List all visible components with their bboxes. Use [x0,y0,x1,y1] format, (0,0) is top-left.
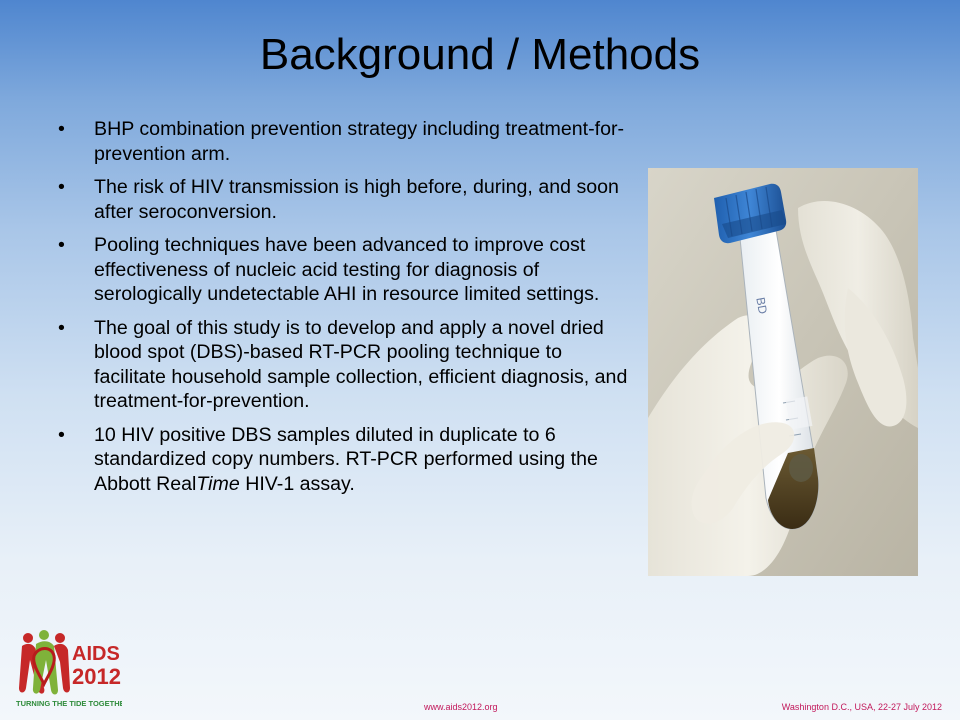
bullet-marker: • [58,234,65,256]
svg-text:BD: BD [753,296,770,316]
bullet-text: The goal of this study is to develop and apply a novel dried blood spot (DBS)-based RT-PCR pooling technique to facilitate household sample collection, efficient diagnosis, and treatment-for-prevention. [94,316,628,412]
test-tube-photo [648,168,918,576]
bullet-text: Pooling techniques have been advanced to improve cost effectiveness of nucleic acid testing for diagnosis of serologically undetectable AHI in resource limited settings. [94,234,600,305]
bullet-item [58,423,638,497]
logo-tagline: TURNING THE TIDE TOGETHER [16,699,122,708]
bullet-marker: • [58,118,65,140]
bullet-item [58,117,638,166]
footer-url: www.aids2012.org [424,702,498,712]
bullet-item [58,233,638,307]
bullet-marker: • [58,316,65,339]
bullet-item [58,175,638,224]
bullet-list [58,117,638,505]
bullet-marker: • [58,176,65,198]
bullet-text-italic: Time [196,472,240,495]
aids-2012-logo [14,628,122,712]
bullet-text [94,424,598,495]
bullet-item [58,316,638,414]
bullet-text-part: HIV-1 assay. [239,472,355,495]
gloved-hand-holding-test-tube-icon [648,168,918,576]
bullet-text: The risk of HIV transmission is high before, during, and soon after seroconversion. [94,176,619,223]
bullet-text-part: 10 HIV positive DBS samples diluted in duplicate to 6 standardized copy numbers. RT-PCR performed using the Abbott Real [94,423,598,495]
bullet-text: BHP combination prevention strategy including treatment-for-prevention arm. [94,118,625,165]
logo-line1: AIDS [72,643,120,665]
logo-line2: 2012 [72,664,121,689]
slide-title: Background / Methods [259,30,701,79]
aids-2012-logo-icon [14,628,122,712]
footer-event: Washington D.C., USA, 22-27 July 2012 [781,702,942,712]
bullet-marker: • [58,423,65,446]
